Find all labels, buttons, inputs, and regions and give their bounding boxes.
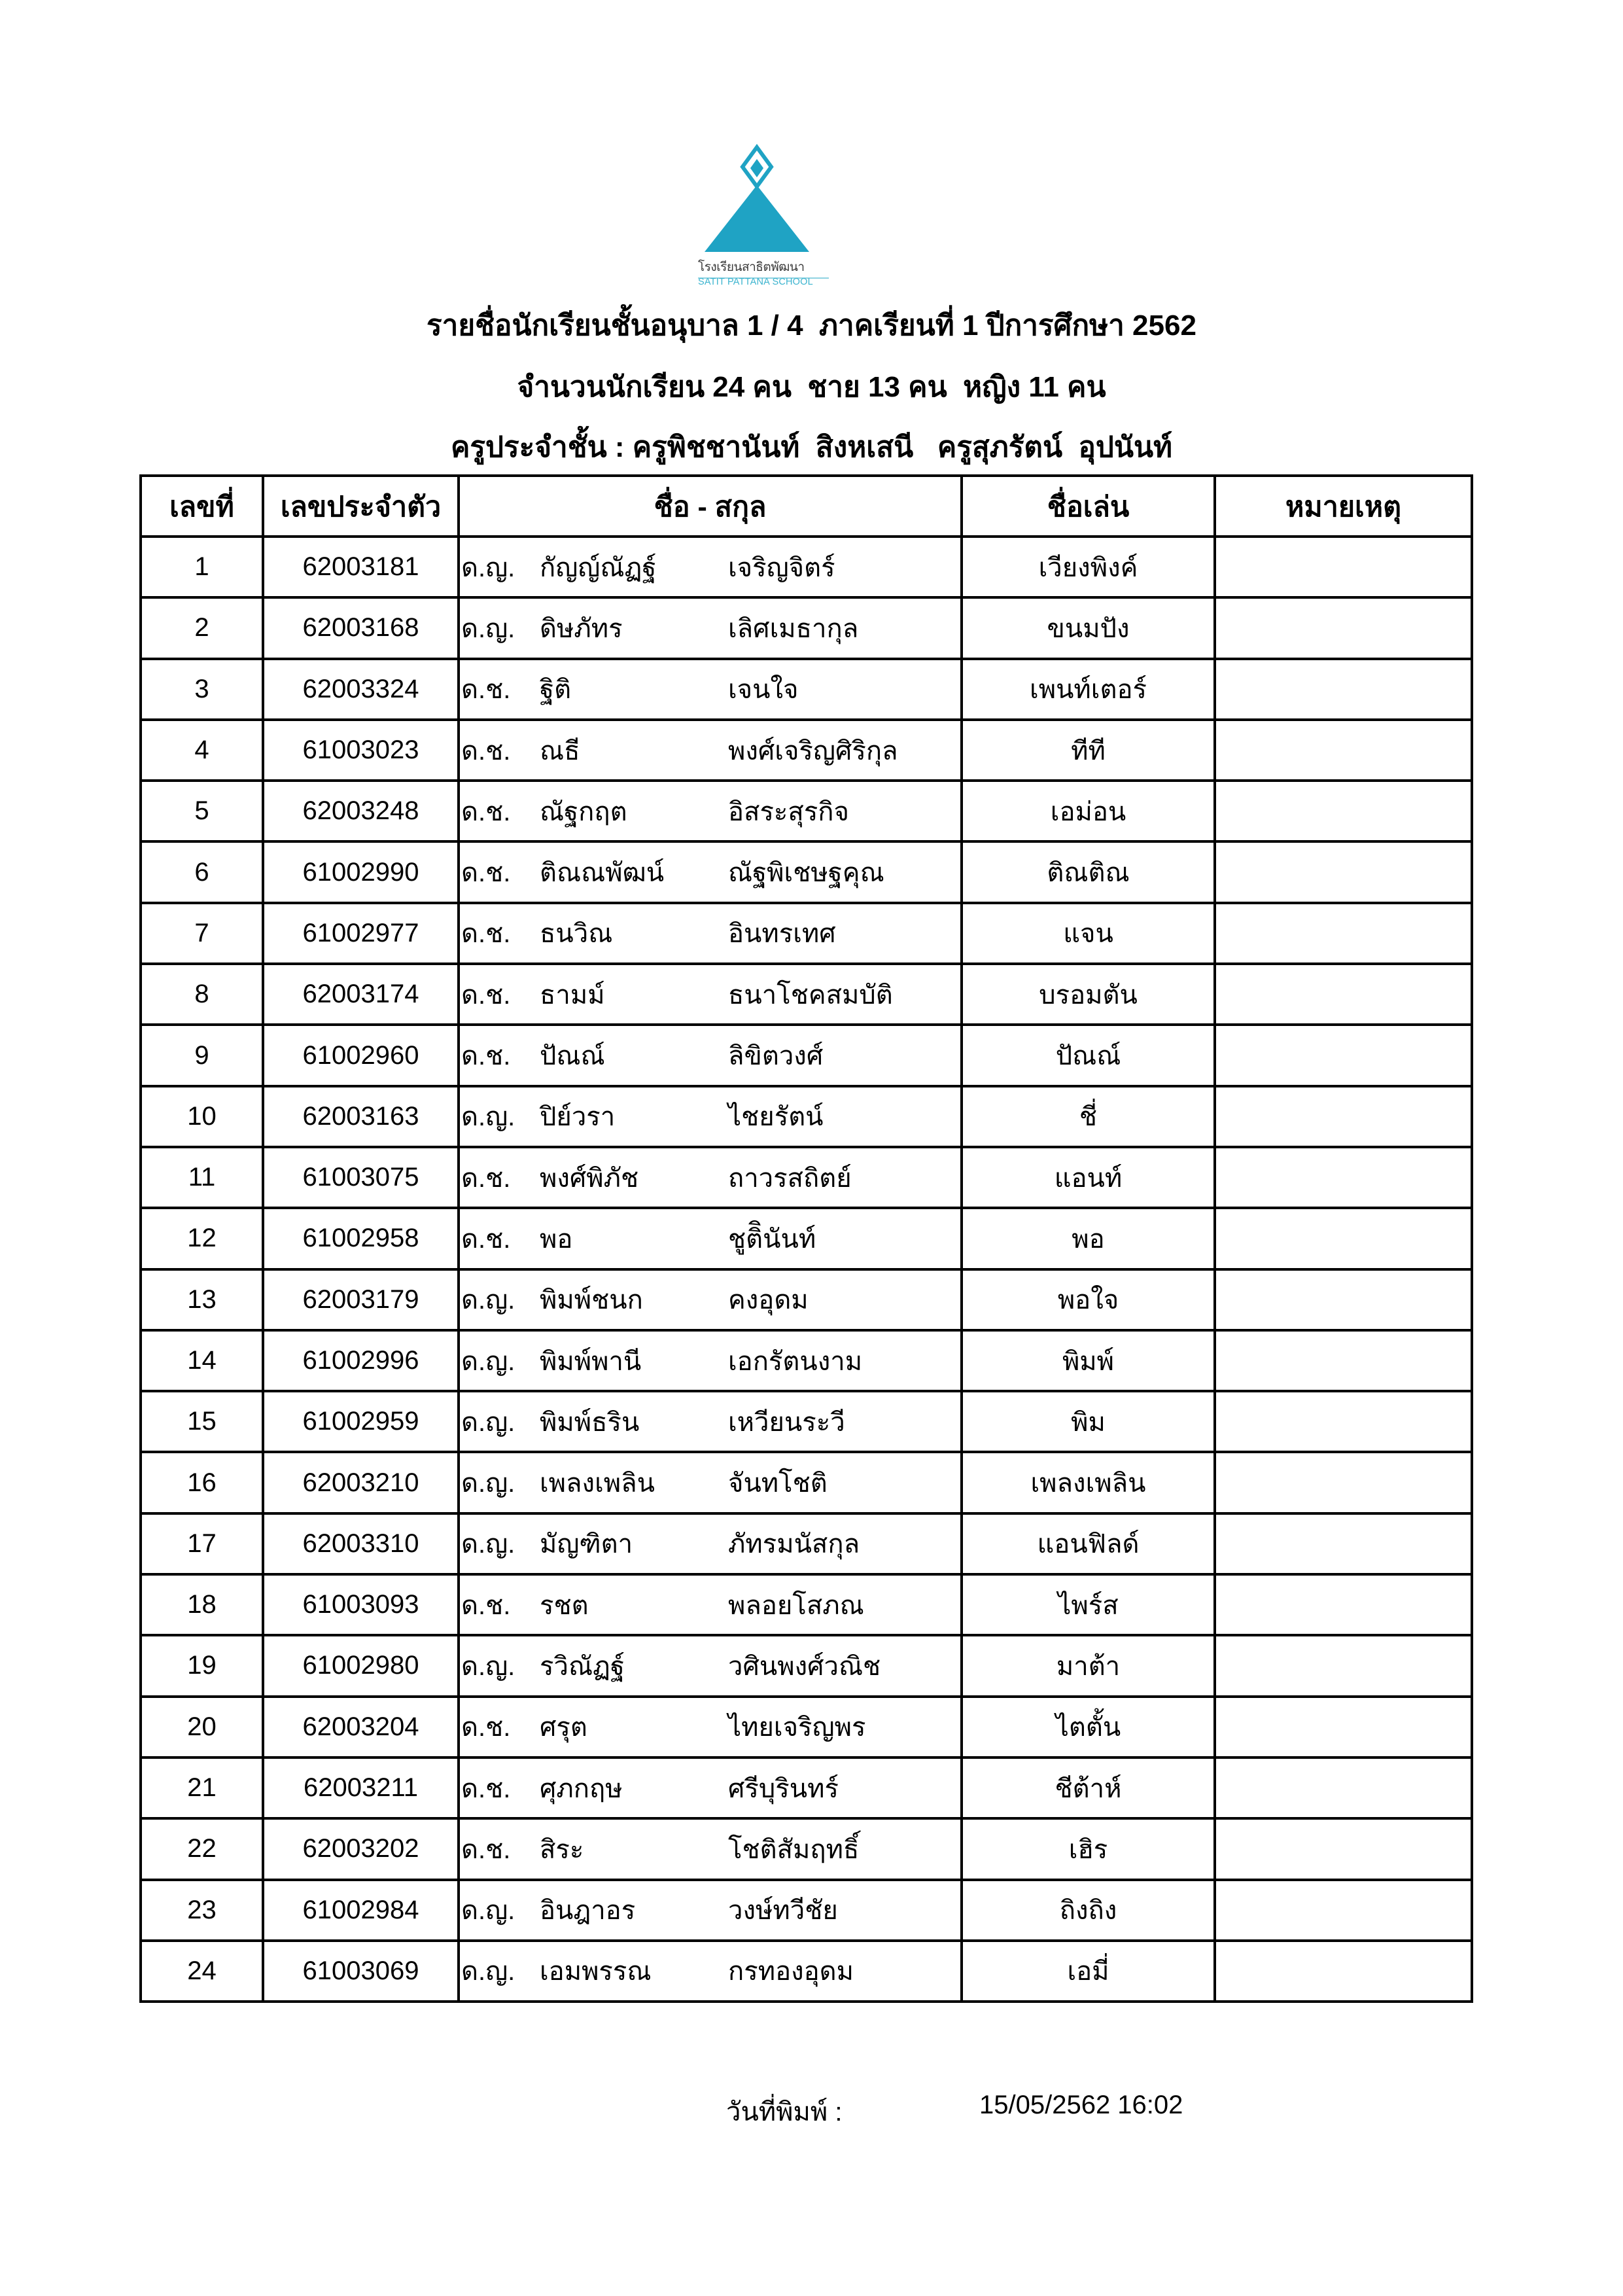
cell-student-id: 62003310 — [263, 1513, 459, 1574]
first-name: สิระ — [540, 1835, 584, 1864]
cell-student-id: 62003168 — [263, 597, 459, 658]
cell-remarks — [1215, 1330, 1472, 1391]
cell-remarks — [1215, 1757, 1472, 1818]
last-name: ไชยรัตน์ — [728, 1103, 824, 1132]
last-name: วศินพงศ์วณิช — [728, 1651, 881, 1681]
cell-remarks — [1215, 597, 1472, 658]
cell-remarks — [1215, 1208, 1472, 1269]
cell-full-name — [459, 1025, 962, 1086]
cell-remarks — [1215, 1697, 1472, 1757]
table-row — [141, 1025, 1472, 1086]
cell-student-id: 61002960 — [263, 1025, 459, 1086]
cell-student-id: 62003202 — [263, 1818, 459, 1879]
last-name: ณัฐพิเชษฐคุณ — [728, 858, 884, 888]
name-title: ด.ช. — [461, 1224, 511, 1254]
table-row — [141, 1818, 1472, 1879]
column-header-nickname: ชื่อเล่น — [962, 476, 1215, 537]
cell-number: 12 — [141, 1208, 263, 1269]
cell-remarks — [1215, 903, 1472, 964]
logo-school-name-en: SATIT PATTANA SCHOOL — [698, 277, 813, 287]
cell-nickname: แอนฟิลด์ — [962, 1513, 1215, 1574]
name-title: ด.ช. — [461, 736, 511, 766]
cell-student-id: 62003179 — [263, 1269, 459, 1330]
print-date-value: 15/05/2562 16:02 — [979, 2091, 1183, 2119]
student-roster-table — [139, 474, 1473, 2003]
cell-full-name — [459, 1574, 962, 1635]
student-counts: จำนวนนักเรียน 24 คน ชาย 13 คน หญิง 11 คน — [517, 371, 1106, 403]
last-name: ไทยเจริญพร — [728, 1713, 866, 1742]
cell-student-id: 62003174 — [263, 964, 459, 1025]
cell-number: 19 — [141, 1635, 263, 1696]
cell-student-id: 61002980 — [263, 1635, 459, 1696]
last-name: พงศ์เจริญศิริกุล — [728, 736, 898, 766]
first-name: พิมพ์ธริน — [540, 1407, 640, 1437]
cell-student-id: 61002977 — [263, 903, 459, 964]
cell-full-name — [459, 1697, 962, 1757]
cell-number: 1 — [141, 537, 263, 597]
column-header-remarks: หมายเหตุ — [1215, 476, 1472, 537]
cell-number: 20 — [141, 1697, 263, 1757]
table-row — [141, 1330, 1472, 1391]
name-title: ด.ช. — [461, 797, 511, 826]
name-title: ด.ช. — [461, 1835, 511, 1864]
cell-number: 15 — [141, 1391, 263, 1452]
table-row — [141, 1391, 1472, 1452]
cell-full-name — [459, 1208, 962, 1269]
cell-full-name — [459, 1635, 962, 1696]
first-name: รวิณัฏฐ์ — [540, 1651, 625, 1681]
cell-nickname: พอ — [962, 1208, 1215, 1269]
cell-full-name — [459, 1147, 962, 1208]
first-name: ดิษภัทร — [540, 614, 623, 643]
first-name: ติณณพัฒน์ — [540, 858, 665, 888]
name-title: ด.ช. — [461, 919, 511, 949]
table-body — [141, 537, 1472, 2002]
table-row — [141, 1635, 1472, 1696]
name-title: ด.ญ. — [461, 1896, 515, 1926]
cell-full-name — [459, 903, 962, 964]
table-row — [141, 964, 1472, 1025]
name-title: ด.ญ. — [461, 1286, 515, 1315]
table-row — [141, 1757, 1472, 1818]
cell-student-id: 62003211 — [263, 1757, 459, 1818]
cell-remarks — [1215, 841, 1472, 902]
name-title: ด.ช. — [461, 1042, 511, 1071]
last-name: วงษ์ทวีชัย — [728, 1896, 838, 1926]
cell-remarks — [1215, 720, 1472, 781]
first-name: ศรุต — [540, 1713, 587, 1742]
table-row — [141, 1697, 1472, 1757]
cell-number: 7 — [141, 903, 263, 964]
cell-remarks — [1215, 1880, 1472, 1941]
first-name: ณัฐกฤต — [540, 797, 627, 826]
name-title: ด.ช. — [461, 675, 511, 705]
cell-number: 3 — [141, 659, 263, 720]
cell-full-name — [459, 1818, 962, 1879]
cell-full-name — [459, 1880, 962, 1941]
cell-number: 11 — [141, 1147, 263, 1208]
first-name: ศุภกฤษ — [540, 1774, 623, 1803]
cell-full-name — [459, 659, 962, 720]
cell-student-id: 62003204 — [263, 1697, 459, 1757]
cell-nickname: ไตตั้น — [962, 1697, 1215, 1757]
first-name: พิมพ์ชนก — [540, 1286, 643, 1315]
first-name: พงศ์พิภัช — [540, 1163, 639, 1193]
table-row — [141, 1452, 1472, 1513]
cell-remarks — [1215, 1635, 1472, 1696]
last-name: กรทองอุดม — [728, 1957, 854, 1987]
cell-nickname: แอนท์ — [962, 1147, 1215, 1208]
table-row — [141, 781, 1472, 841]
cell-nickname: ขนมปัง — [962, 597, 1215, 658]
first-name: พิมพ์พานี — [540, 1347, 642, 1376]
cell-number: 4 — [141, 720, 263, 781]
table-header-row — [141, 476, 1472, 537]
table-row — [141, 1269, 1472, 1330]
cell-nickname: พิมพ์ — [962, 1330, 1215, 1391]
cell-number: 18 — [141, 1574, 263, 1635]
cell-full-name — [459, 537, 962, 597]
cell-remarks — [1215, 1086, 1472, 1147]
cell-student-id: 61002984 — [263, 1880, 459, 1941]
cell-nickname: เพนท์เตอร์ — [962, 659, 1215, 720]
name-title: ด.ญ. — [461, 553, 515, 582]
school-emblem-icon — [690, 141, 828, 258]
cell-full-name — [459, 781, 962, 841]
last-name: เอกรัตนงาม — [728, 1347, 863, 1376]
last-name: อินทรเทศ — [728, 919, 836, 949]
last-name: ศรีบุรินทร์ — [728, 1774, 839, 1803]
cell-remarks — [1215, 1025, 1472, 1086]
cell-nickname: เอม่อน — [962, 781, 1215, 841]
last-name: เหวียนระวี — [728, 1407, 845, 1437]
cell-number: 9 — [141, 1025, 263, 1086]
name-title: ด.ญ. — [461, 1103, 515, 1132]
cell-nickname: ไพร์ส — [962, 1574, 1215, 1635]
cell-nickname: พอใจ — [962, 1269, 1215, 1330]
cell-nickname: ปัณณ์ — [962, 1025, 1215, 1086]
cell-number: 23 — [141, 1880, 263, 1941]
cell-nickname: ชี่ — [962, 1086, 1215, 1147]
cell-full-name — [459, 1941, 962, 2002]
cell-number: 13 — [141, 1269, 263, 1330]
cell-full-name — [459, 1086, 962, 1147]
print-date-label: วันที่พิมพ์ : — [726, 2098, 843, 2127]
cell-student-id: 62003163 — [263, 1086, 459, 1147]
school-logo — [690, 141, 828, 294]
column-header-full-name: ชื่อ - สกุล — [459, 476, 962, 537]
cell-remarks — [1215, 964, 1472, 1025]
cell-full-name — [459, 720, 962, 781]
table-row — [141, 1147, 1472, 1208]
cell-number: 22 — [141, 1818, 263, 1879]
cell-student-id: 62003324 — [263, 659, 459, 720]
name-title: ด.ญ. — [461, 1347, 515, 1376]
cell-student-id: 62003248 — [263, 781, 459, 841]
table-row — [141, 903, 1472, 964]
homeroom-teachers: ครูประจำชั้น : ครูพิชชานันท์ สิงหเสนี ครูสุภรัตน์ อุปนันท์ — [450, 431, 1173, 463]
last-name: พลอยโสภณ — [728, 1591, 864, 1620]
table-row — [141, 720, 1472, 781]
cell-number: 21 — [141, 1757, 263, 1818]
cell-number: 2 — [141, 597, 263, 658]
last-name: คงอุดม — [728, 1286, 809, 1315]
cell-nickname: เอมี่ — [962, 1941, 1215, 2002]
cell-remarks — [1215, 1391, 1472, 1452]
cell-nickname: พิม — [962, 1391, 1215, 1452]
first-name: เพลงเพลิน — [540, 1469, 655, 1498]
first-name: ธามม์ — [540, 980, 605, 1010]
first-name: ธนวิณ — [540, 919, 613, 949]
logo-triangle — [705, 185, 809, 252]
cell-number: 17 — [141, 1513, 263, 1574]
table-row — [141, 659, 1472, 720]
table-row — [141, 1086, 1472, 1147]
cell-student-id: 61003023 — [263, 720, 459, 781]
cell-nickname: ทีที — [962, 720, 1215, 781]
last-name: ภัทรมนัสกุล — [728, 1530, 860, 1559]
cell-nickname: มาต้า — [962, 1635, 1215, 1696]
name-title: ด.ช. — [461, 1774, 511, 1803]
last-name: ธนาโชคสมบัติ — [728, 980, 893, 1010]
cell-student-id: 61002990 — [263, 841, 459, 902]
cell-nickname: ติณติณ — [962, 841, 1215, 902]
name-title: ด.ญ. — [461, 1651, 515, 1681]
last-name: เจริญจิตร์ — [728, 553, 835, 582]
cell-full-name — [459, 1269, 962, 1330]
cell-remarks — [1215, 1269, 1472, 1330]
cell-number: 10 — [141, 1086, 263, 1147]
name-title: ด.ญ. — [461, 1530, 515, 1559]
cell-nickname: ชีต้าห์ — [962, 1757, 1215, 1818]
last-name: ลิขิตวงศ์ — [728, 1042, 824, 1071]
cell-student-id: 61002959 — [263, 1391, 459, 1452]
last-name: โชติสัมฤทธิ์ — [728, 1835, 860, 1864]
cell-number: 8 — [141, 964, 263, 1025]
table-row — [141, 1941, 1472, 2002]
logo-school-name-th: โรงเรียนสาธิตพัฒนา — [698, 257, 829, 279]
last-name: เลิศเมธากุล — [728, 614, 859, 643]
first-name: ณธี — [540, 736, 580, 766]
name-title: ด.ญ. — [461, 1407, 515, 1437]
cell-number: 6 — [141, 841, 263, 902]
cell-student-id: 61003093 — [263, 1574, 459, 1635]
last-name: ชูติินันท์ — [728, 1224, 816, 1254]
name-title: ด.ญ. — [461, 1957, 515, 1987]
first-name: ปิย์วรา — [540, 1103, 616, 1132]
cell-full-name — [459, 1330, 962, 1391]
name-title: ด.ช. — [461, 1713, 511, 1742]
first-name: รชต — [540, 1591, 589, 1620]
cell-number: 14 — [141, 1330, 263, 1391]
last-name: เจนใจ — [728, 675, 799, 705]
last-name: อิสระสุรกิจ — [728, 797, 849, 826]
cell-full-name — [459, 1757, 962, 1818]
first-name: อินฎาอร — [540, 1896, 636, 1926]
cell-nickname: เฮิร — [962, 1818, 1215, 1879]
cell-student-id: 62003210 — [263, 1452, 459, 1513]
name-title: ด.ช. — [461, 858, 511, 888]
cell-number: 16 — [141, 1452, 263, 1513]
cell-remarks — [1215, 1941, 1472, 2002]
cell-nickname: บรอมตัน — [962, 964, 1215, 1025]
cell-student-id: 61002958 — [263, 1208, 459, 1269]
cell-full-name — [459, 964, 962, 1025]
cell-student-id: 61003069 — [263, 1941, 459, 2002]
cell-full-name — [459, 597, 962, 658]
last-name: จันทโชติ — [728, 1469, 828, 1498]
cell-nickname: แจน — [962, 903, 1215, 964]
cell-nickname: ถิงถิง — [962, 1880, 1215, 1941]
page-title: รายชื่อนักเรียนชั้นอนุบาล 1 / 4 ภาคเรียนที่ 1 ปีการศึกษา 2562 — [427, 309, 1196, 342]
name-title: ด.ช. — [461, 1163, 511, 1193]
cell-full-name — [459, 1391, 962, 1452]
name-title: ด.ญ. — [461, 614, 515, 643]
column-header-student-id: เลขประจำตัว — [263, 476, 459, 537]
cell-number: 24 — [141, 1941, 263, 2002]
cell-number: 5 — [141, 781, 263, 841]
first-name: ปัณณ์ — [540, 1042, 605, 1071]
table-row — [141, 841, 1472, 902]
column-header-number: เลขที่ — [141, 476, 263, 537]
cell-nickname: เพลงเพลิน — [962, 1452, 1215, 1513]
name-title: ด.ช. — [461, 980, 511, 1010]
cell-remarks — [1215, 781, 1472, 841]
first-name: กัญญ์ณัฏฐ์ — [540, 553, 657, 582]
first-name: พอ — [540, 1224, 573, 1254]
table-row — [141, 537, 1472, 597]
table-row — [141, 1208, 1472, 1269]
cell-full-name — [459, 1513, 962, 1574]
first-name: ฐิติ — [540, 675, 572, 705]
table-row — [141, 1513, 1472, 1574]
name-title: ด.ญ. — [461, 1469, 515, 1498]
cell-student-id: 61003075 — [263, 1147, 459, 1208]
last-name: ถาวรสถิตย์ — [728, 1163, 852, 1193]
cell-remarks — [1215, 537, 1472, 597]
first-name: เอมพรรณ — [540, 1957, 652, 1987]
cell-remarks — [1215, 659, 1472, 720]
table-row — [141, 597, 1472, 658]
cell-remarks — [1215, 1513, 1472, 1574]
cell-full-name — [459, 1452, 962, 1513]
cell-nickname: เวียงพิงค์ — [962, 537, 1215, 597]
cell-full-name — [459, 841, 962, 902]
cell-student-id: 61002996 — [263, 1330, 459, 1391]
cell-remarks — [1215, 1452, 1472, 1513]
cell-remarks — [1215, 1147, 1472, 1208]
cell-student-id: 62003181 — [263, 537, 459, 597]
name-title: ด.ช. — [461, 1591, 511, 1620]
table-row — [141, 1574, 1472, 1635]
first-name: มัญฑิตา — [540, 1530, 633, 1559]
cell-remarks — [1215, 1574, 1472, 1635]
cell-remarks — [1215, 1818, 1472, 1879]
table-row — [141, 1880, 1472, 1941]
